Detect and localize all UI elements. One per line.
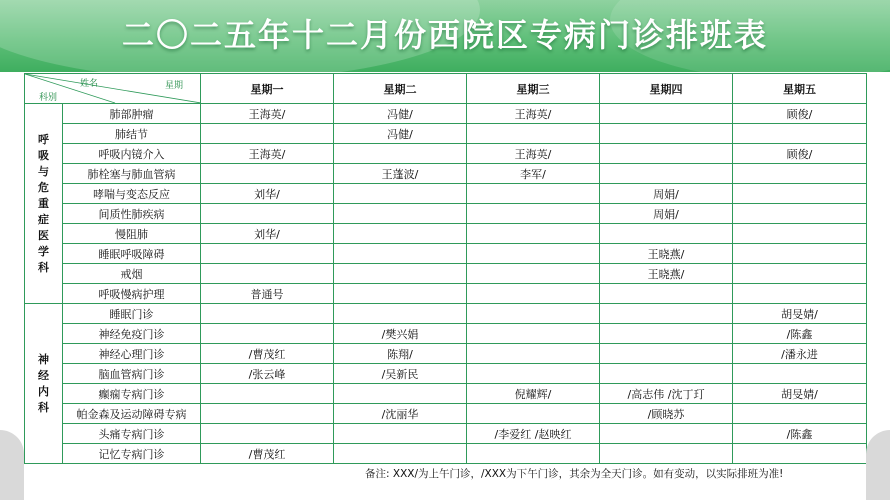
doctor-cell: /高志伟 /沈丁玎 bbox=[600, 384, 733, 404]
doctor-cell bbox=[334, 384, 467, 404]
doctor-cell: 王晓燕/ bbox=[600, 244, 733, 264]
doctor-cell bbox=[334, 444, 467, 464]
doctor-cell: /陈鑫 bbox=[733, 324, 867, 344]
table-row bbox=[25, 184, 867, 204]
doctor-cell: /曹茂红 bbox=[201, 444, 334, 464]
clinic-name-cell: 呼吸慢病护理 bbox=[63, 284, 201, 304]
category-char: 与 bbox=[38, 164, 49, 178]
table-row bbox=[25, 444, 867, 464]
doctor-cell: 李军/ bbox=[467, 164, 600, 184]
doctor-cell bbox=[733, 224, 867, 244]
doctor-cell bbox=[600, 164, 733, 184]
doctor-cell bbox=[600, 304, 733, 324]
doctor-cell bbox=[201, 264, 334, 284]
doctor-cell bbox=[334, 204, 467, 224]
category-char: 经 bbox=[38, 368, 49, 382]
doctor-cell bbox=[467, 244, 600, 264]
doctor-cell: 冯健/ bbox=[334, 124, 467, 144]
day-header: 星期三 bbox=[467, 74, 600, 104]
doctor-cell: 周娟/ bbox=[600, 204, 733, 224]
table-row bbox=[25, 284, 867, 304]
doctor-cell: 王海英/ bbox=[201, 144, 334, 164]
doctor-cell: 王海英/ bbox=[467, 104, 600, 124]
header-band bbox=[0, 0, 890, 72]
table-row bbox=[25, 304, 867, 324]
table-row bbox=[25, 204, 867, 224]
category-cell bbox=[25, 304, 63, 464]
doctor-cell: 刘华/ bbox=[201, 224, 334, 244]
category-char: 呼 bbox=[38, 132, 49, 146]
doctor-cell bbox=[334, 244, 467, 264]
doctor-cell bbox=[733, 264, 867, 284]
clinic-name-cell: 帕金森及运动障碍专病 bbox=[63, 404, 201, 424]
table-row bbox=[25, 324, 867, 344]
clinic-name-cell: 癫痫专病门诊 bbox=[63, 384, 201, 404]
doctor-cell: /吴新民 bbox=[334, 364, 467, 384]
doctor-cell bbox=[467, 344, 600, 364]
doctor-cell bbox=[201, 204, 334, 224]
table-header-row bbox=[25, 74, 867, 104]
doctor-cell bbox=[733, 444, 867, 464]
category-char: 医 bbox=[38, 228, 49, 242]
page-title: 二〇二五年十二月份西院区专病门诊排班表 bbox=[121, 16, 768, 54]
doctor-cell bbox=[201, 384, 334, 404]
clinic-name-cell: 睡眠门诊 bbox=[63, 304, 201, 324]
doctor-cell bbox=[600, 104, 733, 124]
clinic-name-cell: 睡眠呼吸障碍 bbox=[63, 244, 201, 264]
doctor-cell: 普通号 bbox=[201, 284, 334, 304]
weekday-label: 星期 bbox=[165, 81, 184, 91]
doctor-cell bbox=[733, 184, 867, 204]
clinic-name-cell: 肺结节 bbox=[63, 124, 201, 144]
category-char: 危 bbox=[38, 180, 49, 194]
table-row bbox=[25, 104, 867, 124]
doctor-cell bbox=[201, 124, 334, 144]
doctor-cell: /潘永进 bbox=[733, 344, 867, 364]
doctor-cell: /张云峰 bbox=[201, 364, 334, 384]
table-row bbox=[25, 244, 867, 264]
category-label: 科别 bbox=[39, 93, 58, 103]
name-label: 姓名 bbox=[80, 79, 99, 89]
doctor-cell bbox=[201, 244, 334, 264]
doctor-cell: 王蓬波/ bbox=[334, 164, 467, 184]
doctor-cell bbox=[467, 304, 600, 324]
doctor-cell bbox=[600, 144, 733, 164]
doctor-cell: /顾晓苏 bbox=[600, 404, 733, 424]
doctor-cell: 倪耀辉/ bbox=[467, 384, 600, 404]
doctor-cell bbox=[733, 124, 867, 144]
category-char: 神 bbox=[38, 352, 49, 366]
doctor-cell bbox=[467, 224, 600, 244]
clinic-name-cell: 肺部肿瘤 bbox=[63, 104, 201, 124]
doctor-cell bbox=[334, 184, 467, 204]
table-row bbox=[25, 144, 867, 164]
table-row bbox=[25, 344, 867, 364]
doctor-cell bbox=[600, 284, 733, 304]
doctor-cell bbox=[600, 344, 733, 364]
doctor-cell bbox=[467, 124, 600, 144]
clinic-name-cell: 肺栓塞与肺血管病 bbox=[63, 164, 201, 184]
schedule-table bbox=[24, 73, 867, 464]
category-char: 科 bbox=[38, 400, 49, 414]
table-row bbox=[25, 364, 867, 384]
doctor-cell bbox=[733, 404, 867, 424]
doctor-cell bbox=[733, 204, 867, 224]
table-row bbox=[25, 224, 867, 244]
clinic-name-cell: 戒烟 bbox=[63, 264, 201, 284]
corner-decoration bbox=[0, 430, 24, 500]
clinic-name-cell: 慢阻肺 bbox=[63, 224, 201, 244]
clinic-name-cell: 间质性肺疾病 bbox=[63, 204, 201, 224]
table-row bbox=[25, 424, 867, 444]
day-header: 星期一 bbox=[201, 74, 334, 104]
doctor-cell bbox=[600, 124, 733, 144]
doctor-cell bbox=[201, 324, 334, 344]
table-row bbox=[25, 124, 867, 144]
doctor-cell: /樊兴娟 bbox=[334, 324, 467, 344]
doctor-cell bbox=[334, 224, 467, 244]
doctor-cell bbox=[334, 264, 467, 284]
doctor-cell bbox=[733, 164, 867, 184]
doctor-cell bbox=[467, 264, 600, 284]
doctor-cell bbox=[467, 284, 600, 304]
day-header: 星期二 bbox=[334, 74, 467, 104]
doctor-cell: 王晓燕/ bbox=[600, 264, 733, 284]
category-char: 内 bbox=[38, 384, 49, 398]
footer-note: 备注: XXX/为上午门诊，/XXX为下午门诊，其余为全天门诊。如有变动，以实际排班为准! bbox=[365, 468, 784, 480]
category-char: 重 bbox=[38, 196, 49, 210]
category-char: 症 bbox=[38, 212, 49, 226]
doctor-cell bbox=[467, 184, 600, 204]
doctor-cell: /李爱红 /赵映红 bbox=[467, 424, 600, 444]
doctor-cell bbox=[467, 324, 600, 344]
clinic-name-cell: 头痛专病门诊 bbox=[63, 424, 201, 444]
doctor-cell: 胡旻婧/ bbox=[733, 304, 867, 324]
doctor-cell: 顾俊/ bbox=[733, 144, 867, 164]
doctor-cell: /陈鑫 bbox=[733, 424, 867, 444]
clinic-name-cell: 呼吸内镜介入 bbox=[63, 144, 201, 164]
doctor-cell: /沈丽华 bbox=[334, 404, 467, 424]
doctor-cell: 陈翔/ bbox=[334, 344, 467, 364]
doctor-cell bbox=[334, 144, 467, 164]
clinic-name-cell: 神经免疫门诊 bbox=[63, 324, 201, 344]
doctor-cell bbox=[201, 304, 334, 324]
clinic-name-cell: 哮喘与变态反应 bbox=[63, 184, 201, 204]
clinic-name-cell: 脑血管病门诊 bbox=[63, 364, 201, 384]
doctor-cell: 刘华/ bbox=[201, 184, 334, 204]
doctor-cell: 周娟/ bbox=[600, 184, 733, 204]
clinic-name-cell: 记忆专病门诊 bbox=[63, 444, 201, 464]
doctor-cell bbox=[600, 424, 733, 444]
doctor-cell: /曹茂红 bbox=[201, 344, 334, 364]
diagonal-header-cell bbox=[25, 74, 201, 104]
doctor-cell bbox=[600, 224, 733, 244]
doctor-cell bbox=[733, 364, 867, 384]
day-header: 星期四 bbox=[600, 74, 733, 104]
category-char: 科 bbox=[38, 260, 49, 274]
doctor-cell bbox=[467, 444, 600, 464]
doctor-cell: 冯健/ bbox=[334, 104, 467, 124]
doctor-cell bbox=[334, 304, 467, 324]
doctor-cell bbox=[600, 364, 733, 384]
day-header: 星期五 bbox=[733, 74, 867, 104]
doctor-cell: 王海英/ bbox=[201, 104, 334, 124]
doctor-cell bbox=[334, 424, 467, 444]
doctor-cell bbox=[467, 204, 600, 224]
category-cell bbox=[25, 104, 63, 304]
table-row bbox=[25, 404, 867, 424]
clinic-name-cell: 神经心理门诊 bbox=[63, 344, 201, 364]
category-char: 学 bbox=[38, 244, 49, 258]
corner-decoration bbox=[866, 430, 890, 500]
doctor-cell: 胡旻婧/ bbox=[733, 384, 867, 404]
doctor-cell bbox=[733, 284, 867, 304]
table-row bbox=[25, 264, 867, 284]
table-row bbox=[25, 164, 867, 184]
doctor-cell bbox=[600, 324, 733, 344]
doctor-cell bbox=[600, 444, 733, 464]
doctor-cell: 王海英/ bbox=[467, 144, 600, 164]
doctor-cell: 顾俊/ bbox=[733, 104, 867, 124]
doctor-cell bbox=[467, 364, 600, 384]
doctor-cell bbox=[467, 404, 600, 424]
table-row bbox=[25, 384, 867, 404]
doctor-cell bbox=[201, 164, 334, 184]
doctor-cell bbox=[201, 424, 334, 444]
doctor-cell bbox=[334, 284, 467, 304]
doctor-cell bbox=[733, 244, 867, 264]
category-char: 吸 bbox=[38, 148, 49, 162]
doctor-cell bbox=[201, 404, 334, 424]
